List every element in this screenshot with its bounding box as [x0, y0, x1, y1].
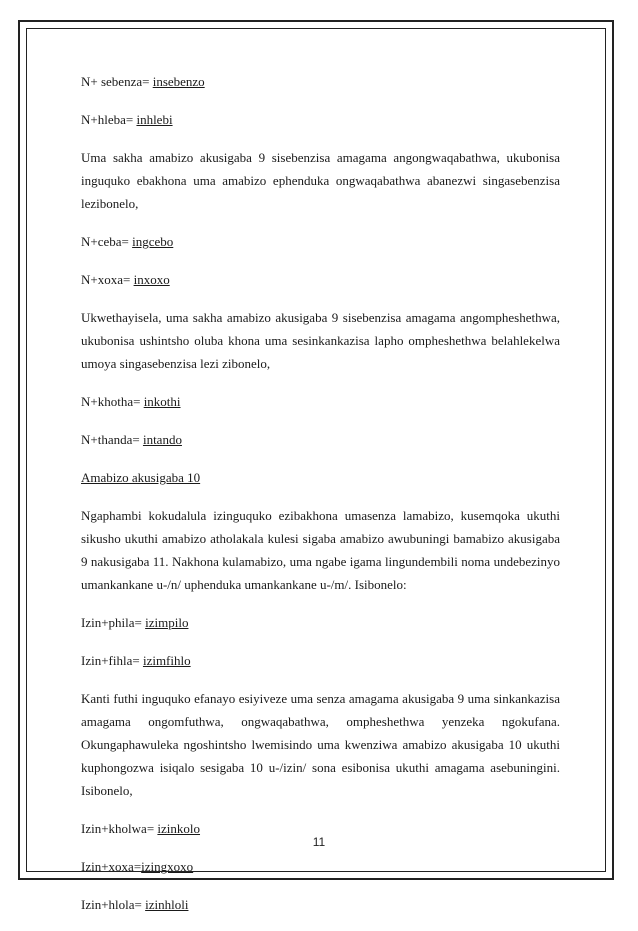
example-line: N+ceba= ingcebo: [81, 234, 174, 249]
paragraph: Uma sakha amabizo akusigaba 9 sisebenzisa amagama angongwaqabathwa, ukubonisa inguquko ebakhona uma amabizo ephenduka ongwaqabathwa abanezwi singasebenzisa lezibonelo,: [81, 150, 560, 211]
example-line: Izin+hlola= izinhloli: [81, 897, 189, 912]
example-line: Izin+fihla= izimfihlo: [81, 653, 191, 668]
example-line: Izin+kholwa= izinkolo: [81, 821, 201, 836]
example-line: N+hleba= inhlebi: [81, 112, 173, 127]
section-heading: Amabizo akusigaba 10: [81, 470, 201, 485]
document-body: [81, 70, 560, 931]
example-line: N+xoxa= inxoxo: [81, 272, 170, 287]
paragraph: Kanti futhi inguquko efanayo esiyiveze uma senza amagama akusigaba 9 uma sinkankazisa amagama ongomfuthwa, ongwaqabathwa, ompheshethwa yenzeka ngokufana. Okungaphawuleka ngoshintsho lwemisindo uma kwenziwa amabizo akusigaba 10 ukuthi kuphongozwa isiqalo sesigaba 10 u-/izin/ sona esibonisa ukuthi amagama asebuningini. Isibonelo,: [81, 691, 560, 798]
paragraph: Ukwethayisela, uma sakha amabizo akusigaba 9 sisebenzisa amagama angompheshethwa, ukubonisa ushintsho oluba khona uma sesinkankazisa lapho ompheshethwa belahlekelwa umoya singasebenzisa lezi zibonelo,: [81, 310, 560, 371]
example-line: N+khotha= inkothi: [81, 394, 181, 409]
example-line: N+thanda= intando: [81, 432, 182, 447]
example-line: Izin+xoxa=izingxoxo: [81, 859, 194, 874]
example-line: Izin+phila= izimpilo: [81, 615, 189, 630]
example-line: N+ sebenza= insebenzo: [81, 74, 205, 89]
page-number: 11: [312, 835, 326, 849]
paragraph: Ngaphambi kokudalula izinguquko ezibakhona umasenza lamabizo, kusemqoka ukuthi sikusho ukuthi amabizo atholakala kulesi sigaba amabizo awubuningi bamabizo akusigaba 9 nakusigaba 11. Nakhona kulamabizo, uma ngabe igama lingundembili noma undebezinyo umankankane u-/n/ uphenduka umankankane u-/m/. Isibonelo:: [81, 508, 560, 592]
